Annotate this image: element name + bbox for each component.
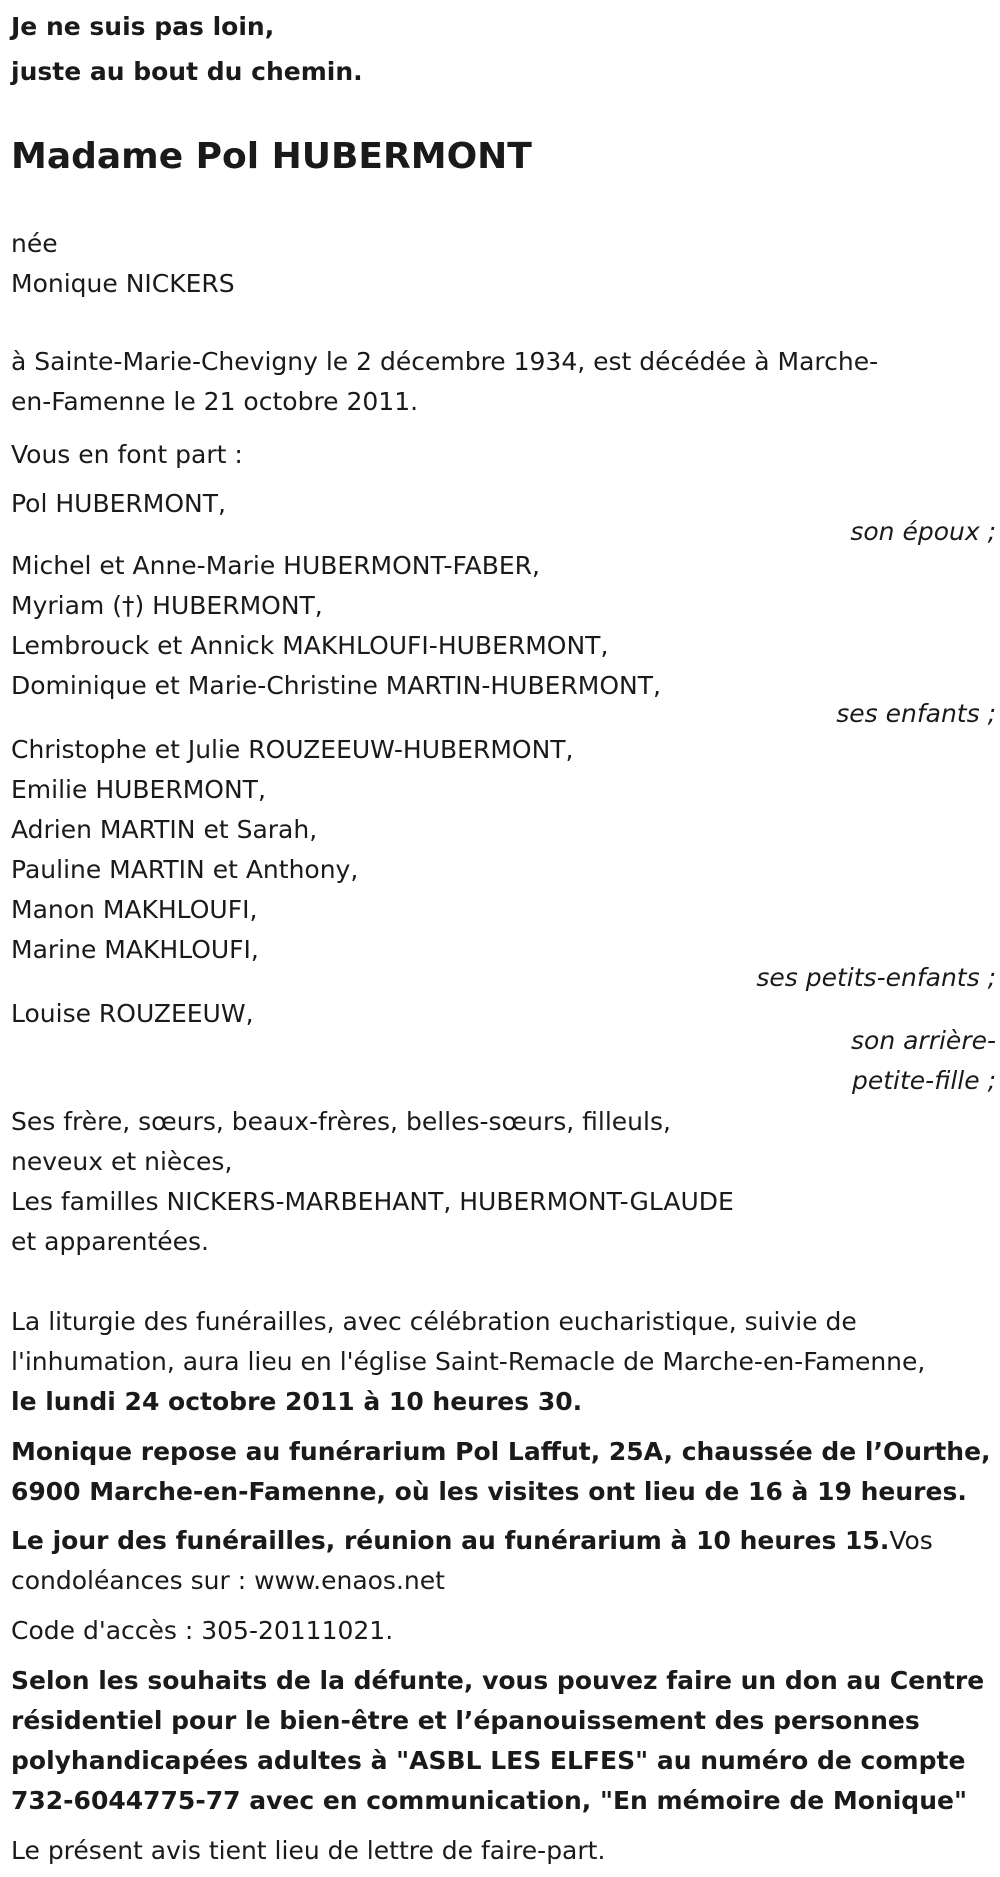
other-relatives-3: Les familles NICKERS-MARBEHANT, HUBERMONT-GLAUDE — [11, 1187, 734, 1216]
other-relatives-4: et apparentées. — [11, 1227, 209, 1256]
great-grandchild: Louise ROUZEEUW, — [11, 999, 254, 1028]
spouse-role: son époux ; — [850, 517, 996, 546]
great-grandchild-role-line-2: petite-fille ; — [852, 1066, 996, 1095]
spouse-name: Pol HUBERMONT, — [11, 489, 226, 518]
meeting-normal-text: Vos — [889, 1526, 933, 1555]
funerarium-line-2: 6900 Marche-en-Famenne, où les visites ont lieu de 16 à 19 heures. — [11, 1477, 967, 1506]
great-grandchild-role-line-1: son arrière- — [851, 1026, 996, 1055]
children-role: ses enfants ; — [836, 699, 996, 728]
funerarium-line-1: Monique repose au funérarium Pol Laffut, 25A, chaussée de l’Ourthe, — [11, 1437, 991, 1466]
epigraph-line-1: Je ne suis pas loin, — [11, 12, 275, 41]
grandchild-6: Marine MAKHLOUFI, — [11, 935, 259, 964]
donation-line-3: polyhandicapées adultes à "ASBL LES ELFES" au numéro de compte — [11, 1746, 966, 1775]
grandchild-5: Manon MAKHLOUFI, — [11, 895, 258, 924]
closing-line: Le présent avis tient lieu de lettre de faire-part. — [11, 1836, 606, 1865]
condolences-line: condoléances sur : www.enaos.net — [11, 1566, 445, 1595]
grandchild-1: Christophe et Julie ROUZEEUW-HUBERMONT, — [11, 735, 574, 764]
grandchild-2: Emilie HUBERMONT, — [11, 775, 266, 804]
grandchildren-role: ses petits-enfants ; — [756, 963, 996, 992]
child-2: Myriam (†) HUBERMONT, — [11, 591, 323, 620]
born-label: née — [11, 229, 58, 258]
maiden-name: Monique NICKERS — [11, 269, 235, 298]
liturgy-date: le lundi 24 octobre 2011 à 10 heures 30. — [11, 1387, 583, 1416]
meeting-line-1 — [11, 1521, 933, 1561]
birth-death-line-2: en-Famenne le 21 octobre 2011. — [11, 387, 419, 416]
donation-line-4: 732-6044775-77 avec en communication, "En mémoire de Monique" — [11, 1786, 967, 1815]
announce-text: Vous en font part : — [11, 440, 243, 469]
meeting-bold-text: Le jour des funérailles, réunion au funérarium à 10 heures 15. — [11, 1526, 890, 1555]
grandchild-4: Pauline MARTIN et Anthony, — [11, 855, 359, 884]
access-code: Code d'accès : 305-20111021. — [11, 1616, 394, 1645]
child-3: Lembrouck et Annick MAKHLOUFI-HUBERMONT, — [11, 631, 609, 660]
other-relatives-1: Ses frère, sœurs, beaux-frères, belles-sœurs, filleuls, — [11, 1107, 671, 1136]
donation-line-2: résidentiel pour le bien-être et l’épanouissement des personnes — [11, 1706, 920, 1735]
liturgy-line-2: l'inhumation, aura lieu en l'église Saint-Remacle de Marche-en-Famenne, — [11, 1347, 926, 1376]
deceased-name: Madame Pol HUBERMONT — [11, 136, 532, 177]
child-1: Michel et Anne-Marie HUBERMONT-FABER, — [11, 551, 540, 580]
other-relatives-2: neveux et nièces, — [11, 1147, 233, 1176]
child-4: Dominique et Marie-Christine MARTIN-HUBERMONT, — [11, 671, 661, 700]
grandchild-3: Adrien MARTIN et Sarah, — [11, 815, 318, 844]
epigraph-line-2: juste au bout du chemin. — [11, 57, 363, 86]
donation-line-1: Selon les souhaits de la défunte, vous pouvez faire un don au Centre — [11, 1666, 985, 1695]
liturgy-line-1: La liturgie des funérailles, avec célébration eucharistique, suivie de — [11, 1307, 857, 1336]
birth-death-line-1: à Sainte-Marie-Chevigny le 2 décembre 1934, est décédée à Marche- — [11, 347, 879, 376]
